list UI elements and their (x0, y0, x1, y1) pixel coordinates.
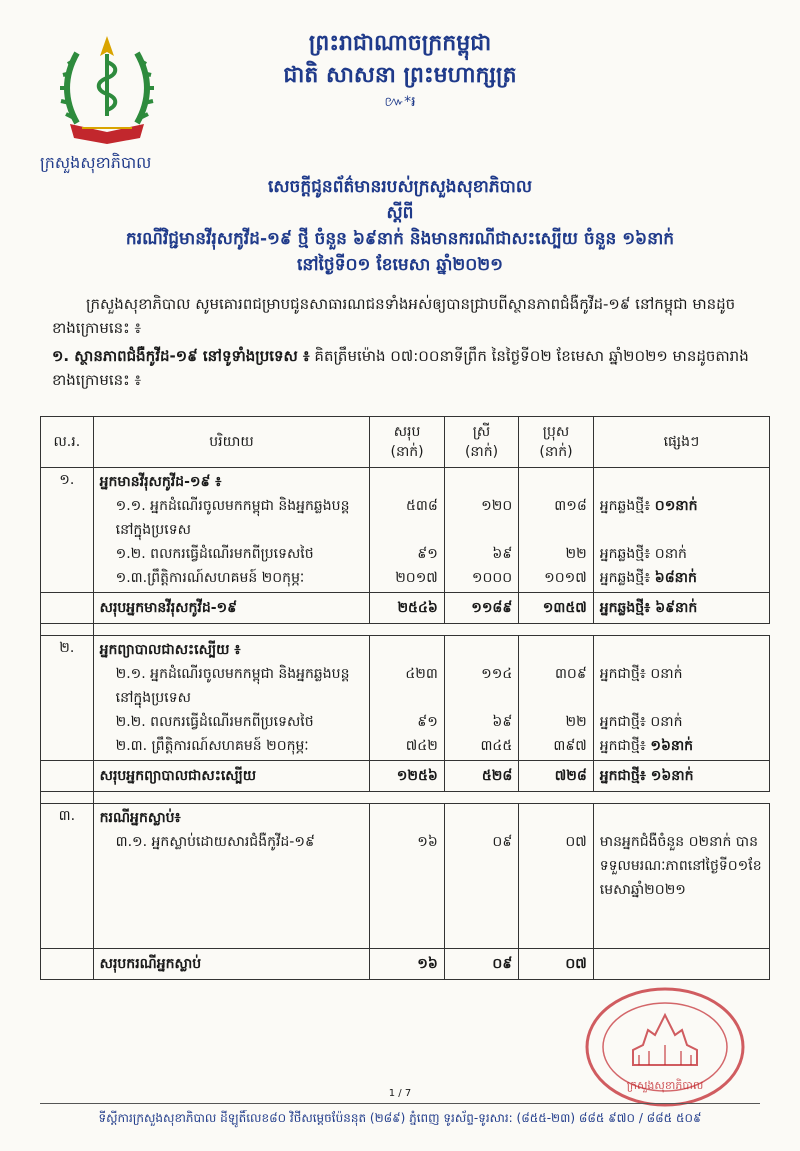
kingdom-name: ព្រះរាជាណាចក្រកម្ពុជា (308, 31, 492, 56)
row-male: ២២ (565, 546, 587, 562)
section-1-paragraph (52, 344, 757, 392)
row-male: ៣១៨ (554, 498, 587, 514)
summary-note (593, 949, 769, 980)
row-female: ១០០០ (471, 570, 513, 586)
row-total: ៥៣៨ (406, 498, 438, 514)
table-header-row (41, 417, 770, 468)
stamp-text: ក្រសួងសុខាភិបាល (626, 1079, 704, 1092)
row-female: ១២០ (481, 498, 513, 514)
row-description: ១.៣.ព្រឹត្តិការណ៍សហគមន៍ ២០កុម្ភៈ (115, 570, 305, 586)
summary-female: ៥២៨ (444, 761, 518, 792)
row-total: ១៦ (417, 834, 438, 850)
row-total: ៧៤២ (405, 738, 438, 754)
title-line-2: ស្តីពី (386, 203, 414, 223)
title-line-1: សេចក្តីជូនព័ត៌មានរបស់ក្រសួងសុខាភិបាល (267, 177, 533, 197)
summary-note: អ្នកឆ្លងថ្មី៖ ៦៩នាក់ (593, 593, 769, 624)
section-1-text: គិតត្រឹមម៉ោង ០៧:០០នាទីព្រឹក នៃថ្ងៃទី០២ ខែមេសា ឆ្នាំ២០២១ មានដូចតារាងខាងក្រោមនេះ ៖ (52, 347, 749, 389)
row-note: អ្នកជាថ្មី៖ ០នាក់ (599, 714, 683, 730)
header-no: ល.រ. (41, 417, 94, 468)
row-total: ៩១ (417, 714, 438, 730)
row-male: ២២ (565, 714, 587, 730)
header-female: ស្រី (នាក់) (444, 417, 518, 468)
summary-total: ១២៥៦ (370, 761, 444, 792)
row-note: អ្នកជាថ្មី៖ ១៦នាក់ (599, 738, 694, 754)
table-row (41, 804, 770, 949)
table-row (41, 468, 770, 593)
summary-total: ២៥៤៦ (370, 593, 444, 624)
row-male: ៣៩៧ (553, 738, 587, 754)
section-1-heading: ១. ស្ថានភាពជំងឺកូវីដ-១៩ នៅទូទាំងប្រទេស ៖ (52, 347, 310, 365)
summary-female: ០៩ (444, 949, 518, 980)
group-number: ១. (41, 468, 94, 593)
header-description: បរិយាយ (93, 417, 370, 468)
header-total: សរុប (នាក់) (370, 417, 444, 468)
title-line-4: នៅថ្ងៃទី០១ ខែមេសា ឆ្នាំ២០២១ (296, 255, 504, 275)
intro-paragraph: ក្រសួងសុខាភិបាល សូមគោរពជម្រាបជូនសាធារណជនទាំងអស់ឲ្យបានជ្រាបពីស្ថានភាពជំងឺកូវីដ-១៩ នៅកម្ពុជា មានដូចខាងក្រោមនេះ ៖ (52, 295, 736, 337)
ministry-name: ក្រសួងសុខាភិបាល (40, 153, 152, 172)
group-title: អ្នកព្យាបាលជាសះស្បើយ ៖ (99, 642, 241, 658)
row-note: អ្នកឆ្លងថ្មី៖ ៦៨នាក់ (599, 570, 697, 586)
row-total: ២០១៧ (395, 570, 438, 586)
summary-male: ១៣៥៧ (519, 593, 594, 624)
group-number: ២. (41, 636, 94, 761)
footer-address: ទីស្តីការក្រសួងសុខាភិបាល ដីឡូតិ៍លេខ៨០ វិថីសម្តេចប៉ែននុត (២៨៩) ភ្នំពេញ ទូរស័ព្ទ-ទូរសារ: (៨៥៥-២៣) ៨៨៥ ៩៧០ / ៨៨៥ ៥០៩ (98, 1111, 702, 1125)
row-total: ៤២៣ (405, 666, 438, 682)
group-title: ករណីអ្នកស្លាប់៖ (99, 810, 181, 826)
document-header (0, 28, 800, 92)
page-number: 1 / 7 (388, 1088, 412, 1099)
row-female: ៣៤៥ (480, 738, 513, 754)
document-title (60, 174, 740, 278)
row-description: ២.៣. ព្រឹត្តិការណ៍សហគមន៍ ២០កុម្ភៈ (115, 738, 309, 754)
row-description: ១.២. ពលករធ្វើដំណើរមកពីប្រទេសថៃ (115, 546, 314, 562)
row-male: ១០១៧ (544, 570, 587, 586)
row-female: ១១៤ (481, 666, 513, 682)
row-description: ១.១. អ្នកដំណើរចូលមកកម្ពុជា និងអ្នកឆ្លងបន្តនៅក្នុងប្រទេស (115, 498, 350, 538)
summary-total: ១៦ (370, 949, 444, 980)
summary-description: សរុបអ្នកព្យាបាលជាសះស្បើយ (93, 761, 370, 792)
row-description: ២.១. អ្នកដំណើរចូលមកកម្ពុជា និងអ្នកឆ្លងបន្តនៅក្នុងប្រទេស (115, 666, 350, 706)
row-female: ៦៩ (492, 546, 513, 562)
summary-male: ៧២៨ (519, 761, 594, 792)
row-total: ៩១ (417, 546, 438, 562)
row-note: អ្នកជាថ្មី៖ ០នាក់ (599, 666, 683, 682)
row-description: ៣.១. អ្នកស្លាប់ដោយសារជំងឺកូវីដ-១៩ (115, 834, 315, 850)
header-ornament: ៚*៛ (384, 94, 416, 110)
row-note: មានអ្នកជំងឺចំនួន ០២នាក់ បានទទួលមរណៈភាពនៅថ្ងៃទី០១ខែមេសាឆ្នាំ២០២១ (599, 834, 762, 898)
header-other: ផ្សេងៗ (593, 417, 769, 468)
row-female: ៦៩ (492, 714, 513, 730)
row-note: អ្នកឆ្លងថ្មី៖ ០នាក់ (599, 546, 687, 562)
group-number: ៣. (41, 804, 94, 949)
header-male: ប្រុស (នាក់) (519, 417, 594, 468)
row-female: ០៩ (492, 834, 513, 850)
summary-note: អ្នកជាថ្មី៖ ១៦នាក់ (593, 761, 769, 792)
covid-statistics-table (40, 416, 770, 980)
title-line-3: ករណីវិជ្ជមានវីរុសកូវីដ-១៩ ថ្មី ចំនួន ៦៩នាក់ និងមានករណីជាសះស្បើយ ចំនួន ១៦នាក់ (125, 229, 675, 249)
footer-divider (40, 1103, 760, 1104)
table-row (41, 636, 770, 761)
row-male: ០៧ (565, 834, 587, 850)
group-title: អ្នកមានវីរុសកូវីដ-១៩ ៖ (99, 474, 222, 490)
summary-row (41, 593, 770, 624)
summary-row (41, 949, 770, 980)
row-male: ៣០៩ (554, 666, 587, 682)
summary-description: សរុបករណីអ្នកស្លាប់ (93, 949, 370, 980)
row-note: អ្នកឆ្លងថ្មី៖ ០១នាក់ (599, 498, 698, 514)
row-description: ២.២. ពលករធ្វើដំណើរមកពីប្រទេសថៃ (115, 714, 314, 730)
summary-male: ០៧ (519, 949, 594, 980)
summary-female: ១១៨៩ (444, 593, 518, 624)
summary-description: សរុបអ្នកមានវីរុសកូវីដ-១៩ (93, 593, 370, 624)
summary-row (41, 761, 770, 792)
national-motto: ជាតិ សាសនា ព្រះមហាក្សត្រ (283, 63, 517, 88)
